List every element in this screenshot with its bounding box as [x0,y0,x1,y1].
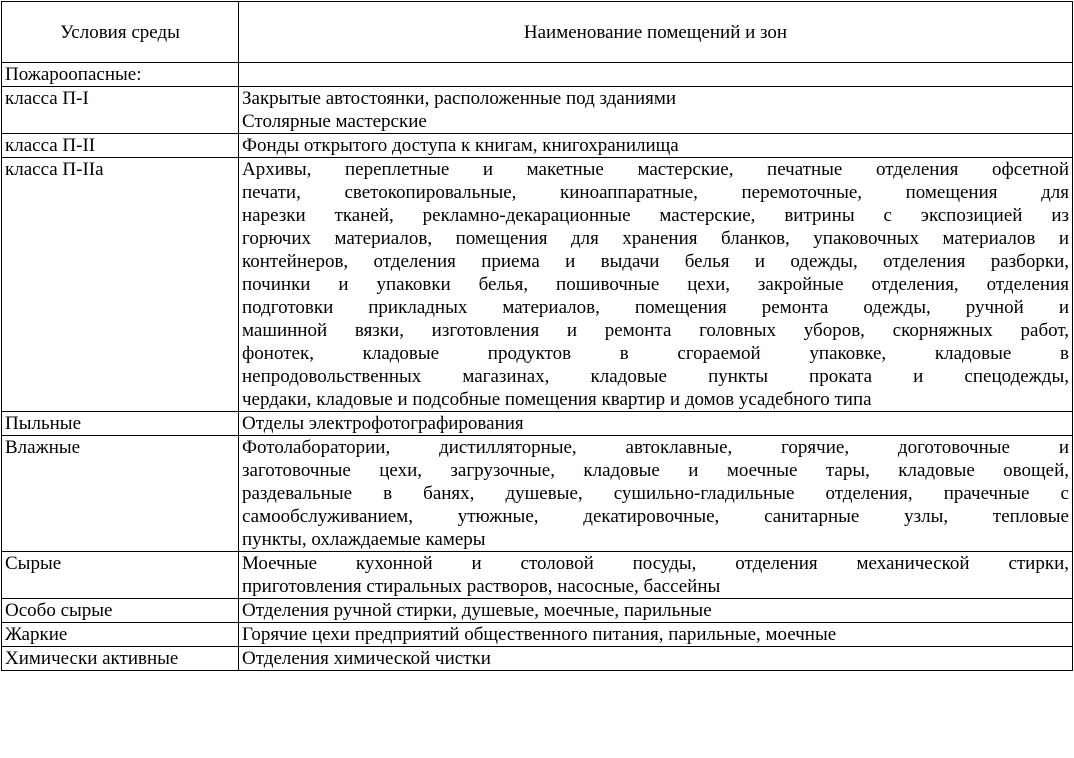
rooms-line: Отделы электрофотографирования [242,413,524,434]
rooms-cell [239,552,1073,599]
rooms-cell [239,412,1073,436]
rooms-line: Отделения ручной стирки, душевые, моечные, парильные [242,600,712,621]
table-row [2,63,1073,87]
rooms-line: машинной вязки, изготовления и ремонта головных уборов, скорняжных работ, [242,320,1069,341]
rooms-cell [239,134,1073,158]
rooms-cell [239,623,1073,647]
condition-cell: Жаркие [2,623,239,647]
rooms-line: непродовольственных магазинах, кладовые пункты проката и спецодежды, [242,366,1069,387]
rooms-cell [239,158,1073,412]
header-rooms: Наименование помещений и зон [239,2,1073,63]
rooms-line: Горячие цехи предприятий общественного питания, парильные, моечные [242,624,837,645]
table-row [2,552,1073,599]
condition-cell: Химически активные [2,647,239,671]
rooms-line: Закрытые автостоянки, расположенные под зданиями [242,88,677,109]
rooms-line: фонотек, кладовые продуктов в сгораемой упаковке, кладовые в [242,343,1069,364]
rooms-line: Столярные мастерские [242,111,427,132]
rooms-line: заготовочные цехи, загрузочные, кладовые и моечные тары, кладовые овощей, [242,460,1069,481]
rooms-line: пункты, охлаждаемые камеры [242,529,486,550]
header-conditions: Условия среды [2,2,239,63]
rooms-cell [239,436,1073,552]
rooms-line: чердаки, кладовые и подсобные помещения квартир и домов усадебного типа [242,389,872,410]
table-row [2,134,1073,158]
rooms-cell [239,63,1073,87]
table-row [2,647,1073,671]
table-row [2,158,1073,412]
rooms-line: приготовления стиральных растворов, насосные, бассейны [242,576,721,597]
rooms-cell [239,87,1073,134]
condition-cell: Особо сырые [2,599,239,623]
condition-cell: класса П-II [2,134,239,158]
rooms-line: контейнеров, отделения приема и выдачи белья и одежды, отделения разборки, [242,251,1069,272]
rooms-cell [239,647,1073,671]
condition-cell: Влажные [2,436,239,552]
rooms-line: самообслуживанием, утюжные, декатировочные, санитарные узлы, тепловые [242,506,1069,527]
rooms-line: починки и упаковки белья, пошивочные цехи, закройные отделения, отделения [242,274,1069,295]
rooms-line: Отделения химической чистки [242,648,491,669]
rooms-line: горючих материалов, помещения для хранения бланков, упаковочных материалов и [242,228,1069,249]
rooms-line: нарезки тканей, рекламно-декарационные мастерские, витрины с экспозицией из [242,205,1069,226]
environment-conditions-table [1,1,1073,671]
rooms-line: Архивы, переплетные и макетные мастерские, печатные отделения офсетной [242,159,1069,180]
rooms-cell [239,599,1073,623]
rooms-line: Фонды открытого доступа к книгам, книгохранилища [242,135,679,156]
rooms-line: подготовки прикладных материалов, помещения ремонта одежды, ручной и [242,297,1069,318]
rooms-line: Фотолаборатории, дистилляторные, автоклавные, горячие, доготовочные и [242,437,1069,458]
table-header-row [2,2,1073,63]
condition-cell: Пыльные [2,412,239,436]
table-row [2,87,1073,134]
rooms-line: раздевальные в банях, душевые, сушильно-гладильные отделения, прачечные с [242,483,1069,504]
table-row [2,412,1073,436]
table-row [2,599,1073,623]
condition-cell: класса П-IIа [2,158,239,412]
condition-cell: Пожароопасные: [2,63,239,87]
condition-cell: класса П-I [2,87,239,134]
table-body [2,63,1073,671]
rooms-line: Моечные кухонной и столовой посуды, отделения механической стирки, [242,553,1069,574]
condition-cell: Сырые [2,552,239,599]
table-row [2,436,1073,552]
table-row [2,623,1073,647]
rooms-line: печати, светокопировальные, киноаппаратные, перемоточные, помещения для [242,182,1069,203]
